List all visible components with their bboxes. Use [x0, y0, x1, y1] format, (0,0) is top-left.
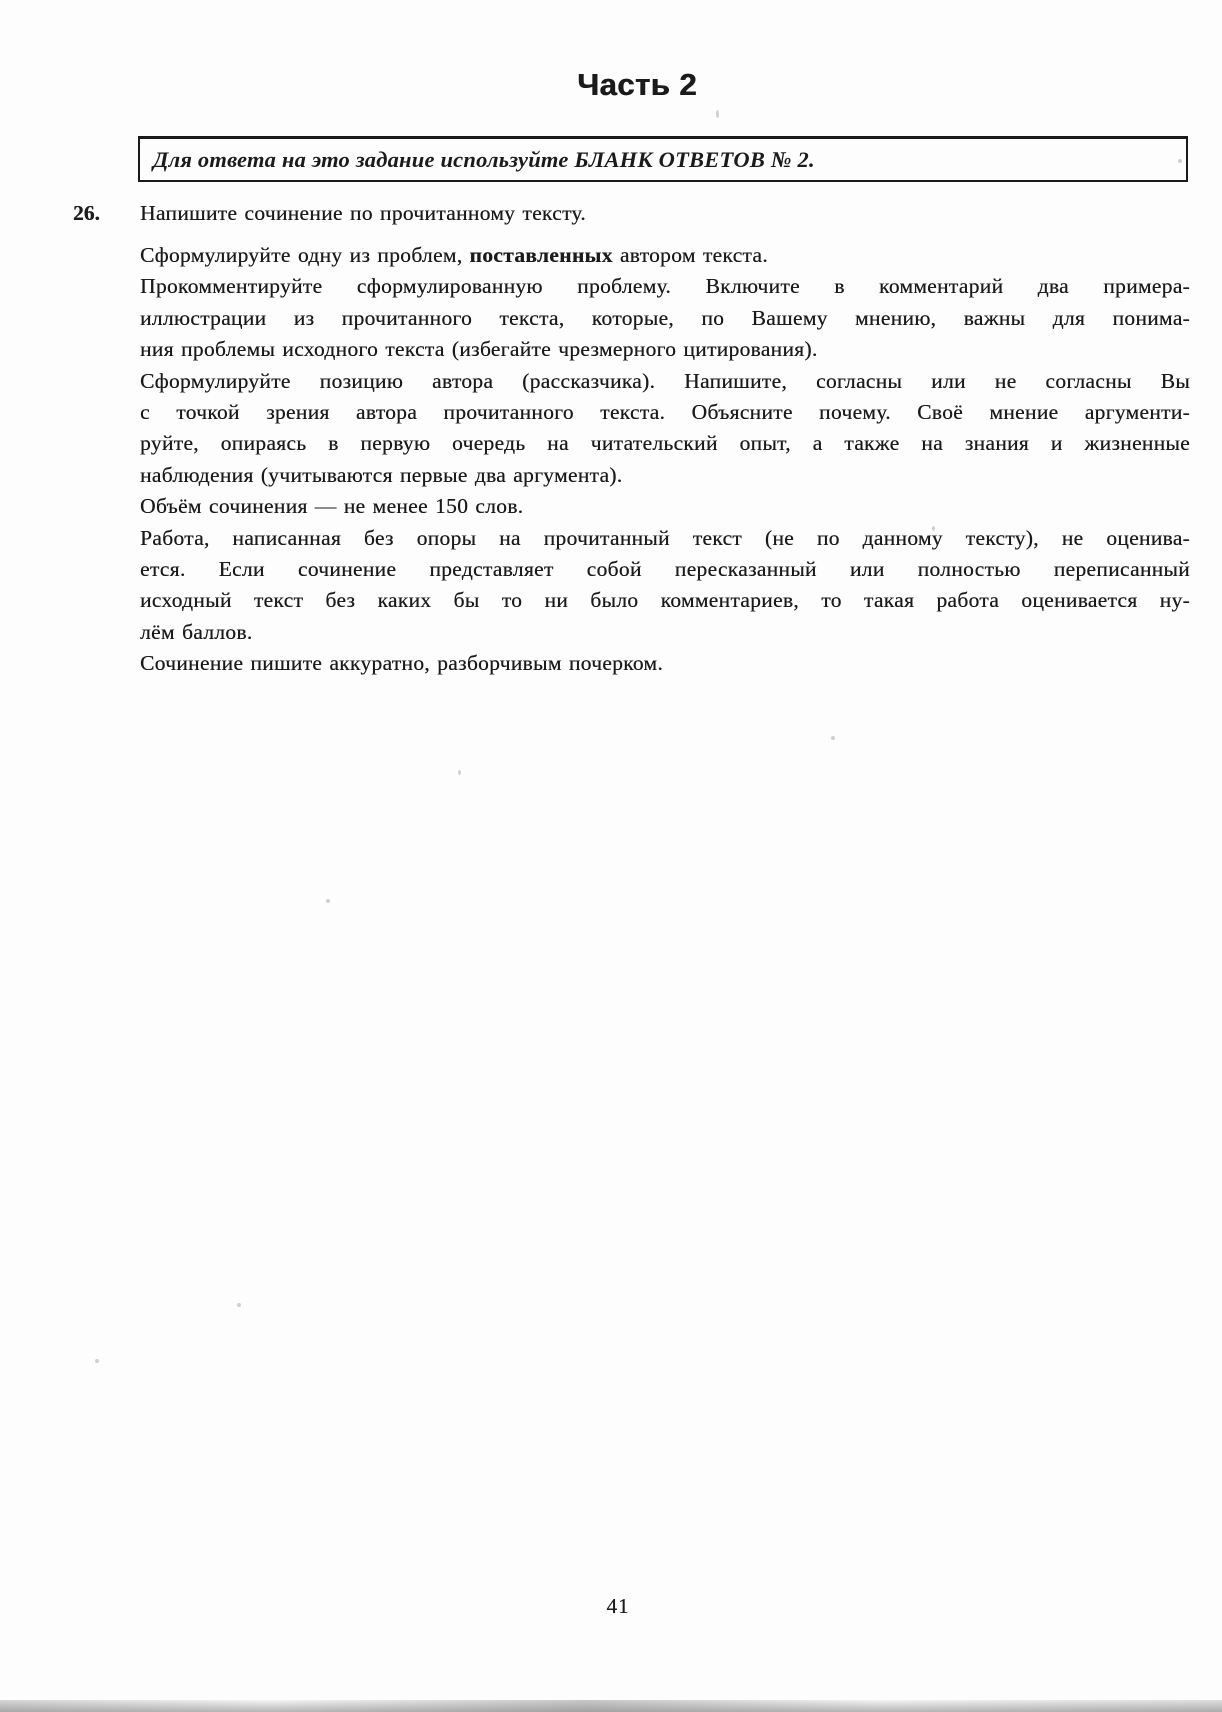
task-intro-line: Напишите сочинение по прочитанному тексту.: [140, 201, 586, 225]
scan-speck: [831, 736, 835, 740]
task-text: исходный текст без каких бы то ни было комментариев, то такая работа оценивается ну-: [140, 588, 1190, 613]
scan-speck: [326, 899, 330, 903]
scan-speck: [237, 1303, 241, 1307]
task-text-line: [140, 303, 1190, 334]
scan-speck: [716, 110, 719, 118]
task-number: 26.: [73, 201, 100, 225]
task-text: Объём сочинения — не менее 150 слов.: [140, 494, 524, 519]
scan-edge-artifact: [0, 1700, 1222, 1712]
task-text-line: [140, 617, 1190, 648]
part-title: Часть 2: [577, 67, 697, 102]
task-text: руйте, опираясь в первую очередь на читательский опыт, а также на знания и жизненные: [140, 431, 1190, 456]
task-text-line: [140, 271, 1190, 302]
task-text: Сформулируйте позицию автора (рассказчика). Напишите, согласны или не согласны Вы: [140, 368, 1190, 393]
task-text: Прокомментируйте сформулированную проблему. Включите в комментарий два примера-: [140, 274, 1190, 299]
task-text-line: [140, 334, 1190, 365]
task-text-line: [140, 648, 1190, 679]
task-text: иллюстрации из прочитанного текста, которые, по Вашему мнению, важны для понима-: [140, 305, 1190, 330]
task-text-line: [140, 491, 1190, 522]
task-text: ется. Если сочинение представляет собой пересказанный или полностью переписанный: [140, 556, 1190, 581]
scan-speck: [1178, 159, 1182, 163]
task-text-line: [140, 397, 1190, 428]
task-text-line: [140, 366, 1190, 397]
scan-speck: [932, 526, 935, 531]
answer-sheet-instruction-text: Для ответа на это задание используйте БЛАНК ОТВЕТОВ № 2.: [153, 146, 815, 172]
task-text: наблюдения (учитываются первые два аргумента).: [140, 462, 623, 487]
task-text: Сочинение пишите аккуратно, разборчивым почерком.: [140, 651, 663, 676]
scan-speck: [95, 1359, 99, 1363]
task-text-line: [140, 428, 1190, 459]
scan-speck: [458, 770, 461, 775]
answer-sheet-instruction-box: [138, 136, 1188, 182]
task-text-line: [140, 585, 1190, 616]
page-number: 41: [606, 1594, 630, 1618]
task-text-line: [140, 460, 1190, 491]
task-body: [140, 240, 1190, 679]
task-text: автором текста.: [612, 243, 768, 267]
task-text: с точкой зрения автора прочитанного текста. Объясните почему. Своё мнение аргументи-: [140, 399, 1190, 424]
task-text: ния проблемы исходного текста (избегайте чрезмерного цитирования).: [140, 337, 818, 362]
task-text-line: [140, 554, 1190, 585]
task-text: Работа, написанная без опоры на прочитанный текст (не по данному тексту), не оценива-: [140, 525, 1190, 550]
task-text-line: [140, 523, 1190, 554]
task-text-line: [140, 240, 1190, 271]
task-text: Сформулируйте одну из проблем,: [140, 243, 470, 267]
task-text-bold: поставленных: [469, 243, 613, 267]
task-text: лём баллов.: [140, 619, 253, 644]
